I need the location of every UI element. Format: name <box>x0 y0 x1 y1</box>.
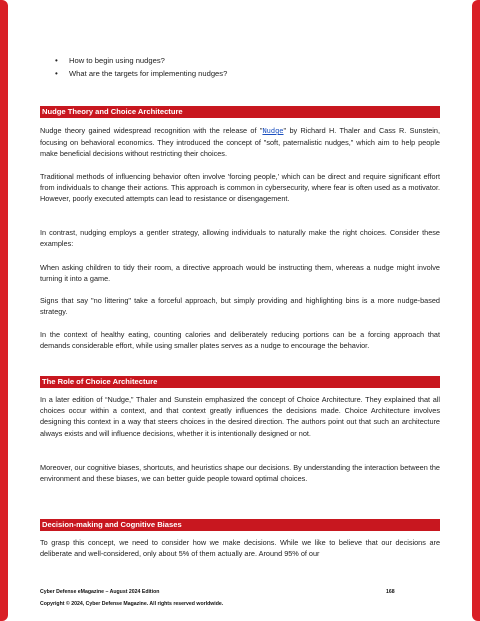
section-heading-choice-architecture: The Role of Choice Architecture <box>40 376 440 388</box>
paragraph <box>40 125 440 160</box>
footer-copyright: Copyright © 2024, Cyber Defense Magazine. All rights reserved worldwide. <box>40 601 224 607</box>
bullet-list <box>55 55 227 80</box>
footer-edition: Cyber Defense eMagazine – August 2024 Edition <box>40 589 160 595</box>
footer-page-number: 168 <box>386 589 395 595</box>
paragraph: Signs that say "no littering" take a forceful approach, but simply providing and highlighting bins is a more nudge-based strategy. <box>40 296 440 317</box>
section-heading-decision-making: Decision-making and Cognitive Biases <box>40 519 440 531</box>
section-heading-nudge-theory: Nudge Theory and Choice Architecture <box>40 106 440 118</box>
paragraph: In a later edition of “Nudge,” Thaler and Sunstein emphasized the concept of Choice Architecture. They explained that all choices occur within a context, and that context greatly influences the decisions made. Choice Architecture involves designing this context in a way that steers choices in the desired direction. The authors point out that such an architecture always exists and will influence decisions, whether it is intentionally designed or not. <box>40 395 440 438</box>
right-edge-decoration <box>472 0 480 621</box>
bullet-item: • How to begin using nudges? <box>55 55 227 68</box>
paragraph: In contrast, nudging employs a gentler strategy, allowing individuals to naturally make the right choices. Consider these examples: <box>40 228 440 249</box>
paragraph: Moreover, our cognitive biases, shortcuts, and heuristics shape our decisions. By understanding the interaction between the environment and these biases, we can better guide people toward optimal choices. <box>40 463 440 484</box>
nudge-book-link[interactable]: Nudge <box>262 127 284 135</box>
paragraph-text: Nudge theory gained widespread recognition with the release of " <box>40 126 263 135</box>
left-edge-decoration <box>0 0 8 621</box>
paragraph: Traditional methods of influencing behavior often involve 'forcing people,' which can be direct and require significant effort from individuals to change their actions. This approach is common in cybersecurity, where fear is often used as a motivator. However, poorly executed attempts can lead to resistance or disengagement. <box>40 172 440 204</box>
paragraph-text: " by Richard H. Thaler and Cass R. Sunstein, focusing on behavioral economics. They introduced the concept of "soft, paternalistic nudges," which aim to help people make beneficial decisions without restricting their choices. <box>40 126 441 159</box>
bullet-item: • What are the targets for implementing nudges? <box>55 68 227 81</box>
paragraph: In the context of healthy eating, counting calories and deliberately reducing portions can be a forcing approach that demands considerable effort, while using smaller plates serves as a nudge to encourage the behavior. <box>40 330 440 351</box>
paragraph: To grasp this concept, we need to consider how we make decisions. While we like to believe that our decisions are deliberate and well-considered, only about 5% of them actually are. Around 95% of our <box>40 538 440 559</box>
paragraph: When asking children to tidy their room, a directive approach would be instructing them, whereas a nudge might involve turning it into a game. <box>40 263 440 284</box>
